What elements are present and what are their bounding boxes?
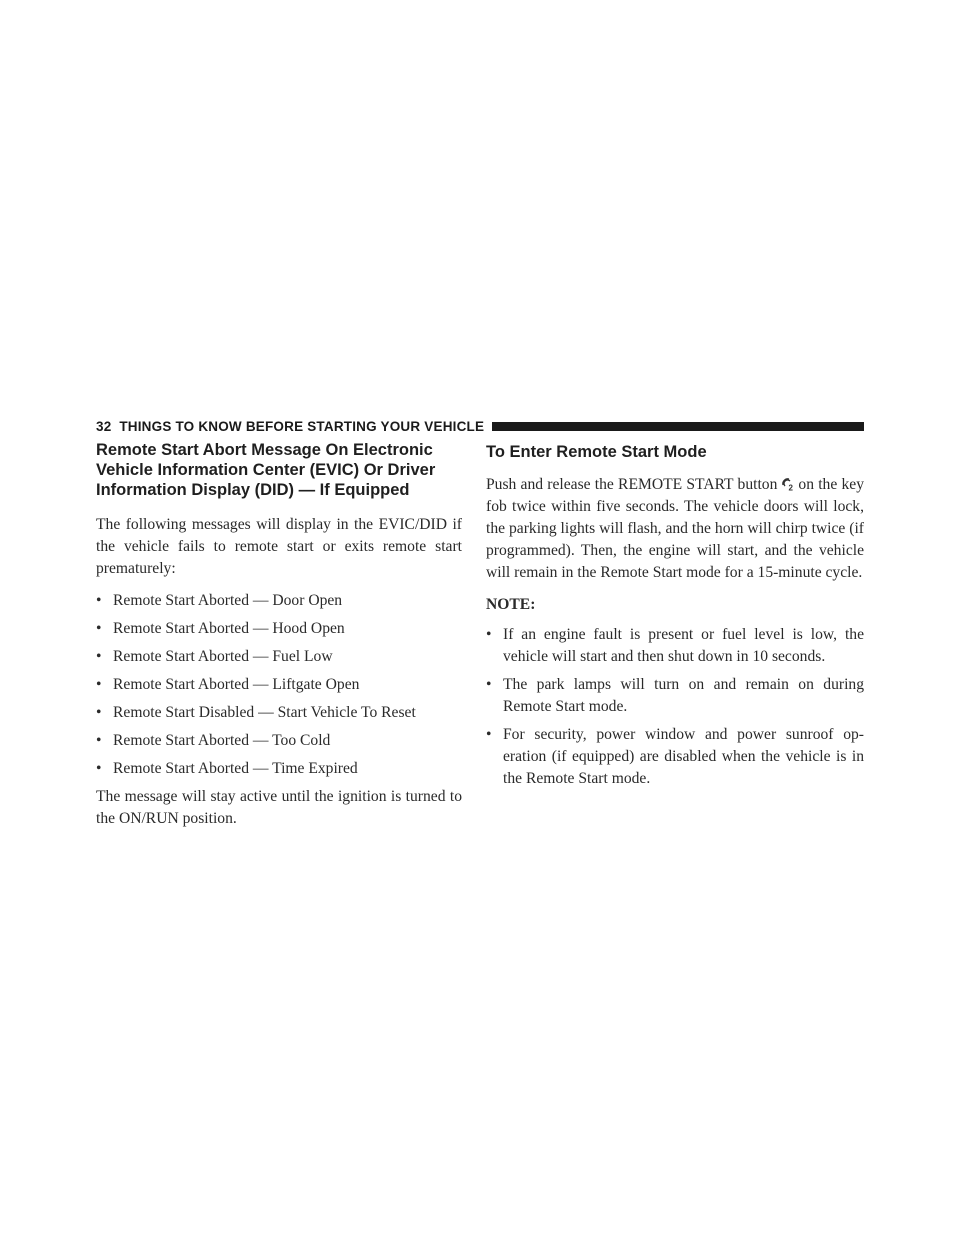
list-item: • If an engine fault is present or fuel level is low, the vehicle will start and then shut down in 10 seconds.	[486, 626, 864, 665]
svg-text:2: 2	[788, 483, 794, 492]
abort-message-list	[96, 590, 462, 780]
page-header-text	[96, 419, 492, 434]
note-list	[486, 624, 864, 790]
list-item: • Remote Start Aborted — Hood Open	[96, 620, 345, 637]
list-item: • Remote Start Aborted — Liftgate Open	[96, 676, 360, 693]
list-item: • Remote Start Aborted — Fuel Low	[96, 648, 333, 665]
remote-start-icon	[780, 476, 796, 492]
remote-start-paragraph: Push and release the REMOTE START button 2 on the key fob twice within five seconds. The vehicle doors will lock, the parking lights will flash, and the horn will chirp twice (if programmed). Then, the engine will start, and the vehicle will remain in the Remote Start mode for a 15-minute cycle.	[486, 476, 864, 581]
intro-paragraph: The following messages will display in the EVIC/DID if the vehicle fails to remote start or exits remote start prematurely:	[96, 516, 462, 577]
page-number: 32	[96, 418, 112, 434]
closing-paragraph: The message will stay active until the ignition is turned to the ON/RUN position.	[96, 788, 462, 827]
note-label: NOTE:	[486, 596, 536, 613]
list-item: • Remote Start Disabled — Start Vehicle To Reset	[96, 704, 416, 721]
right-column	[486, 440, 864, 796]
section-title: THINGS TO KNOW BEFORE STARTING YOUR VEHICLE	[119, 418, 485, 434]
list-item: • Remote Start Aborted — Door Open	[96, 592, 343, 609]
header-rule	[492, 422, 864, 431]
section-heading-abort-message: Remote Start Abort Message On Electronic Vehicle Information Center (EVIC) Or Driver Information Display (DID) — If Equipped	[96, 441, 436, 499]
left-column	[96, 440, 462, 840]
list-item: • The park lamps will turn on and remain on during Remote Start mode.	[486, 676, 864, 715]
page-header	[96, 418, 864, 434]
list-item: • Remote Start Aborted — Time Expired	[96, 760, 358, 777]
section-heading-enter-remote-start: To Enter Remote Start Mode	[486, 443, 707, 461]
list-item: • For security, power window and power sunroof op-eration (if equipped) are disabled when the vehicle is in the Remote Start mode.	[486, 726, 864, 787]
list-item: • Remote Start Aborted — Too Cold	[96, 732, 331, 749]
